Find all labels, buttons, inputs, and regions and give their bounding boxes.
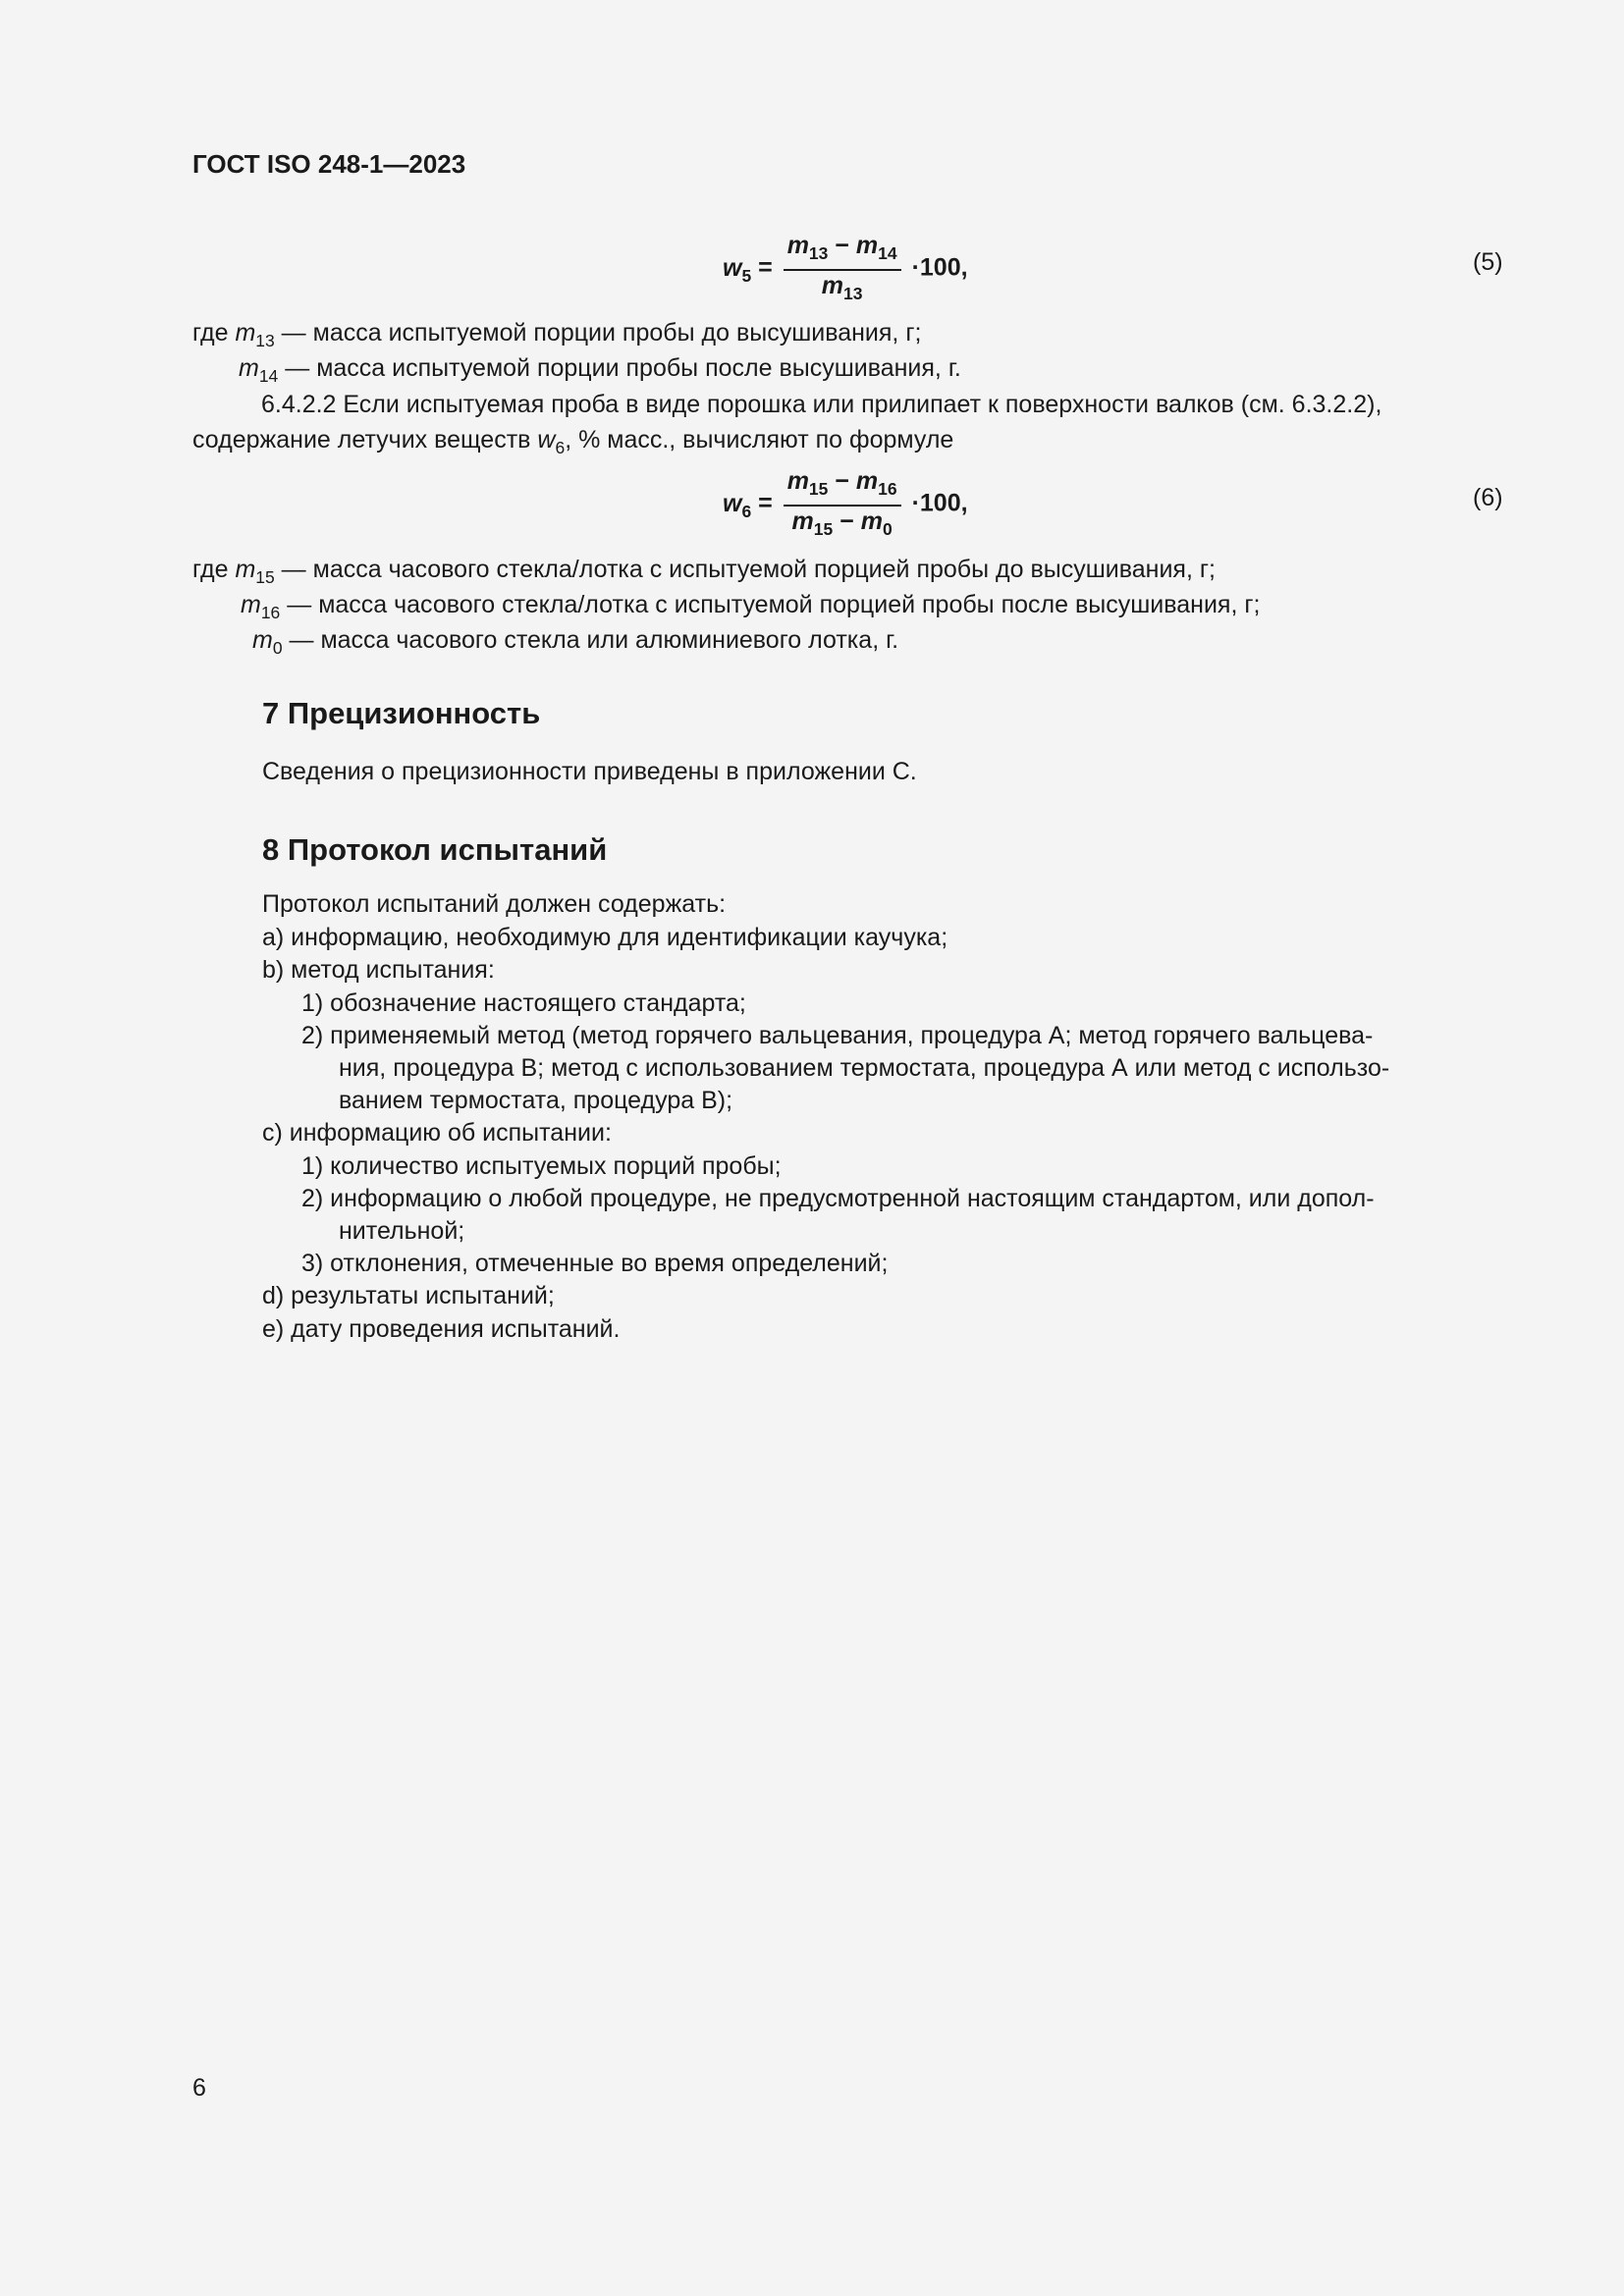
section-8-heading: 8 Протокол испытаний: [262, 832, 608, 867]
list-item-c3: 3) отклонения, отмеченные во время определений;: [301, 1250, 889, 1277]
clause-6422-line-1: 6.4.2.2 Если испытуемая проба в виде порошка или прилипает к поверхности валков (см. 6.3.2.2),: [261, 391, 1382, 418]
where-5-line-2: $m_{14}$ — масса испытуемой порции пробы после высушивания, г.: [239, 354, 961, 387]
formula-5: $w_5$ = $\frac{m_{13} - m_{14}}{m_{13}}$ ·100,: [723, 232, 968, 306]
list-item-b2-line-2: ния, процедура В; метод с использованием термостата, процедура А или метод с использо-: [339, 1054, 1390, 1082]
equation-number-6: (6): [1473, 484, 1503, 511]
formula-5-fraction: $\frac{m_{13} - m_{14}}{m_{13}}$: [784, 232, 901, 306]
formula-6-fraction: $\frac{m_{15} - m_{16}}{m_{15} - m_0}$: [784, 467, 901, 542]
list-item-b: b) метод испытания:: [262, 956, 495, 984]
section-8-intro: Протокол испытаний должен содержать:: [262, 890, 727, 918]
page-number: 6: [192, 2074, 206, 2102]
where-6-line-1: где $m_{15}$ — масса часового стекла/лотка с испытуемой порцией пробы до высушивания, г;: [192, 556, 1216, 588]
section-7-text: Сведения о прецизионности приведены в приложении С.: [262, 758, 917, 785]
formula-6-lhs: $w_6$: [723, 489, 752, 521]
formula-6: $w_6$ = $\frac{m_{15} - m_{16}}{m_{15} - m_0}$ ·100,: [723, 467, 968, 542]
list-item-c2-line-1: 2) информацию о любой процедуре, не предусмотренной настоящим стандартом, или допол-: [301, 1185, 1375, 1212]
document-header: ГОСТ ISO 248-1—2023: [192, 149, 466, 179]
list-item-b2-line-1: 2) применяемый метод (метод горячего вальцевания, процедура А; метод горячего вальцева-: [301, 1022, 1374, 1049]
list-item-c: c) информацию об испытании:: [262, 1119, 612, 1147]
clause-6422-line-2: содержание летучих веществ $w_6$, % масс., вычисляют по формуле: [192, 426, 954, 458]
formula-5-lhs: $w_5$: [723, 253, 752, 286]
list-item-c1: 1) количество испытуемых порций пробы;: [301, 1152, 782, 1180]
equation-number-5: (5): [1473, 248, 1503, 276]
where-6-line-2: $m_{16}$ — масса часового стекла/лотка с испытуемой порцией пробы после высушивания, г;: [241, 591, 1261, 623]
list-item-d: d) результаты испытаний;: [262, 1282, 555, 1309]
where-6-line-3: $m_0$ — масса часового стекла или алюминиевого лотка, г.: [252, 626, 899, 659]
list-item-b1: 1) обозначение настоящего стандарта;: [301, 989, 746, 1017]
list-item-e: e) дату проведения испытаний.: [262, 1315, 621, 1343]
list-item-c2-line-2: нительной;: [339, 1217, 465, 1245]
section-7-heading: 7 Прецизионность: [262, 696, 541, 730]
list-item-a: a) информацию, необходимую для идентификации каучука;: [262, 924, 948, 951]
where-5-line-1: где $m_{13}$ — масса испытуемой порции пробы до высушивания, г;: [192, 319, 922, 351]
list-item-b2-line-3: ванием термостата, процедура В);: [339, 1087, 733, 1114]
